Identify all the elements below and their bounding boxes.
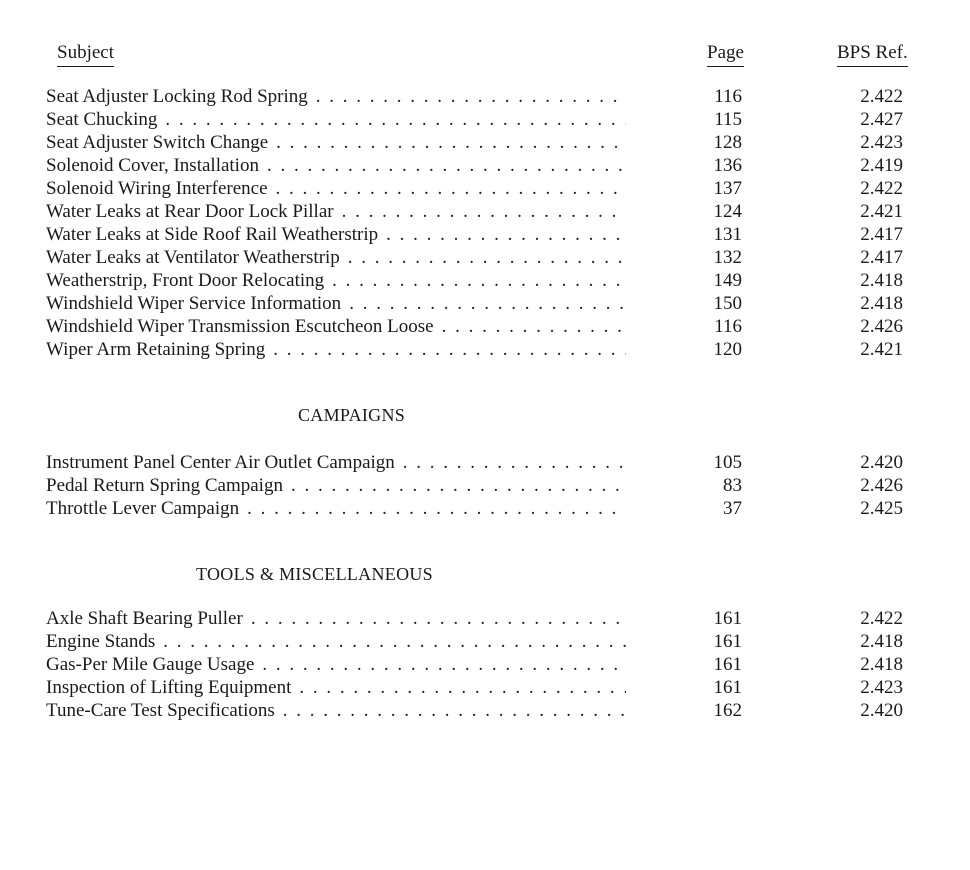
index-bps-ref: 2.418: [860, 270, 903, 291]
index-page: 116: [714, 316, 742, 337]
index-subject: Gas-Per Mile Gauge Usage . . .: [46, 653, 626, 676]
index-bps-ref: 2.421: [860, 339, 903, 360]
index-row: [0, 177, 970, 200]
index-bps-ref: 2.423: [860, 132, 903, 153]
index-page: 131: [713, 224, 742, 245]
index-row: [0, 699, 970, 722]
index-bps-ref: 2.422: [860, 86, 903, 107]
index-bps-ref: 2.420: [860, 700, 903, 721]
index-subject: Seat Adjuster Switch Change . . .: [46, 131, 626, 154]
index-page: 162: [713, 700, 742, 721]
index-subject: Tune-Care Test Specifications . . .: [46, 699, 626, 722]
index-bps-ref: 2.423: [860, 677, 903, 698]
index-subject: Water Leaks at Ventilator Weatherstrip . . .: [46, 246, 626, 269]
index-row: [0, 338, 970, 361]
index-subject: Axle Shaft Bearing Puller . . .: [46, 607, 626, 630]
index-bps-ref: 2.427: [860, 109, 903, 130]
index-subject: Windshield Wiper Service Information . . .: [46, 292, 626, 315]
index-subject: Throttle Lever Campaign . . .: [46, 497, 626, 520]
index-page: 83: [723, 475, 742, 496]
index-subject: Solenoid Cover, Installation . . .: [46, 154, 626, 177]
column-header-subject: Subject: [57, 42, 114, 67]
index-bps-ref: 2.418: [860, 293, 903, 314]
index-page: 120: [713, 339, 742, 360]
index-bps-ref: 2.420: [860, 452, 903, 473]
index-row: [0, 154, 970, 177]
index-subject: Seat Chucking . . .: [46, 108, 626, 131]
index-subject: Windshield Wiper Transmission Escutcheon Loose . . .: [46, 315, 626, 338]
column-header-page: Page: [707, 42, 744, 67]
index-row: [0, 676, 970, 699]
index-bps-ref: 2.418: [860, 654, 903, 675]
index-bps-ref: 2.426: [860, 316, 903, 337]
index-bps-ref: 2.421: [860, 201, 903, 222]
index-subject: Solenoid Wiring Interference . . .: [46, 177, 626, 200]
index-bps-ref: 2.422: [860, 608, 903, 629]
index-page: 161: [713, 677, 742, 698]
index-page: 161: [713, 654, 742, 675]
index-row: [0, 292, 970, 315]
index-page: 116: [714, 86, 742, 107]
index-bps-ref: 2.418: [860, 631, 903, 652]
index-subject: Engine Stands . . .: [46, 630, 626, 653]
index-bps-ref: 2.417: [860, 247, 903, 268]
index-row: [0, 200, 970, 223]
index-page: 124: [713, 201, 742, 222]
index-subject: Seat Adjuster Locking Rod Spring . . .: [46, 85, 626, 108]
index-subject: Pedal Return Spring Campaign . . .: [46, 474, 626, 497]
index-row: [0, 246, 970, 269]
tools-miscellaneous-heading: TOOLS & MISCELLANEOUS: [196, 564, 433, 584]
index-page: 149: [713, 270, 742, 291]
index-bps-ref: 2.426: [860, 475, 903, 496]
index-bps-ref: 2.422: [860, 178, 903, 199]
index-page: 105: [713, 452, 742, 473]
campaigns-list: [0, 451, 970, 520]
index-row: [0, 131, 970, 154]
campaigns-heading: CAMPAIGNS: [298, 405, 406, 425]
index-subject: Inspection of Lifting Equipment . . .: [46, 676, 626, 699]
column-header-bps-ref: BPS Ref.: [837, 42, 908, 67]
index-row: [0, 85, 970, 108]
index-page: 137: [713, 178, 742, 199]
index-row: [0, 497, 970, 520]
index-subject: Wiper Arm Retaining Spring . . .: [46, 338, 626, 361]
index-subject: Water Leaks at Rear Door Lock Pillar . . .: [46, 200, 626, 223]
index-bps-ref: 2.419: [860, 155, 903, 176]
index-page: 161: [713, 631, 742, 652]
index-list-main: [0, 85, 970, 361]
index-row: [0, 315, 970, 338]
index-page: 136: [713, 155, 742, 176]
index-bps-ref: 2.417: [860, 224, 903, 245]
index-row: [0, 474, 970, 497]
index-row: [0, 108, 970, 131]
index-row: [0, 451, 970, 474]
index-page: 161: [713, 608, 742, 629]
index-page: 132: [713, 247, 742, 268]
index-page: 128: [713, 132, 742, 153]
index-subject: Weatherstrip, Front Door Relocating . . .: [46, 269, 626, 292]
index-row: [0, 269, 970, 292]
index-row: [0, 223, 970, 246]
tools-list: [0, 607, 970, 722]
index-row: [0, 630, 970, 653]
index-bps-ref: 2.425: [860, 498, 903, 519]
index-page: 115: [714, 109, 742, 130]
index-subject: Instrument Panel Center Air Outlet Campaign . . .: [46, 451, 626, 474]
index-page: 150: [713, 293, 742, 314]
index-subject: Water Leaks at Side Roof Rail Weatherstrip . . .: [46, 223, 626, 246]
index-page: 37: [723, 498, 742, 519]
index-row: [0, 607, 970, 630]
index-row: [0, 653, 970, 676]
